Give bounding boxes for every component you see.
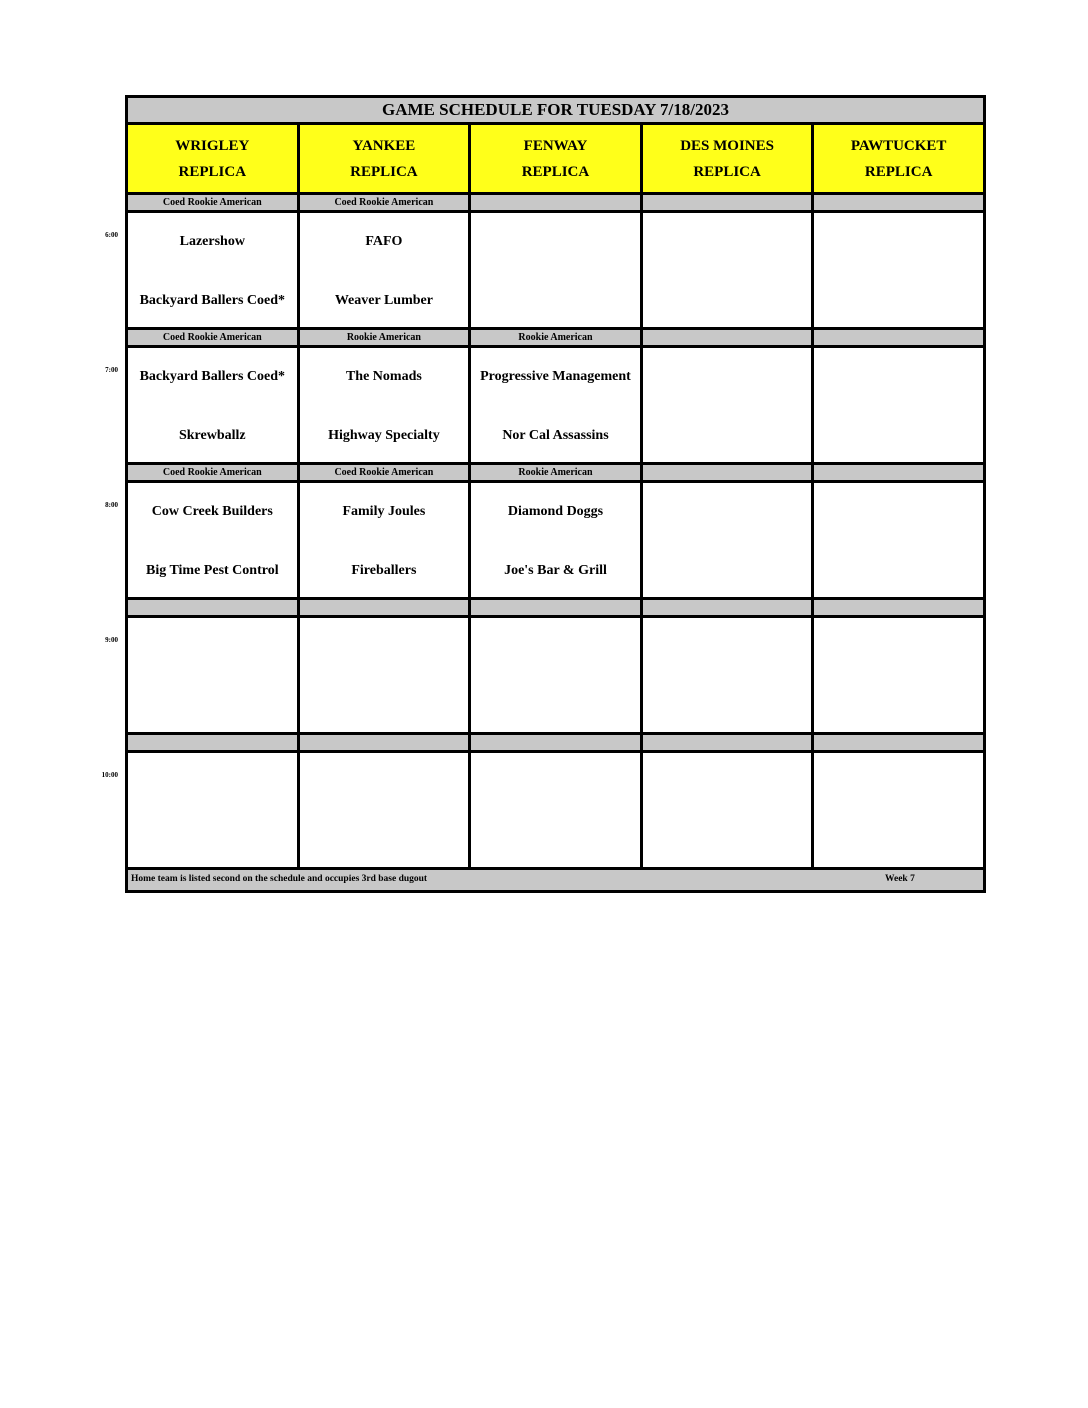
game-cell [300,348,472,462]
home-team: Fireballers [351,563,417,578]
division-label [643,735,815,750]
field-header-fenway [471,125,643,192]
division-label [471,195,643,210]
division-label [471,600,643,615]
game-cell [643,483,815,597]
field-header-row [128,125,983,195]
game-cell [300,753,472,867]
field-sub: REPLICA [178,164,247,180]
away-team: Diamond Doggs [507,504,604,519]
game-cell [814,348,983,462]
division-label [128,600,300,615]
game-cell [471,348,643,462]
game-cell [300,213,472,327]
game-cell [643,348,815,462]
time-slots [128,195,983,870]
game-row [128,618,983,735]
field-header-des-moines [643,125,815,192]
away-team: FAFO [365,234,403,249]
game-cell [128,348,300,462]
home-team: Skrewballz [178,428,246,443]
game-cell [471,483,643,597]
game-cell [128,618,300,732]
game-row [128,753,983,870]
game-row [128,213,983,330]
game-row [128,348,983,465]
home-team: Weaver Lumber [334,293,433,308]
home-team: Highway Specialty [328,428,440,443]
game-cell [128,213,300,327]
division-label [128,735,300,750]
field-sub: REPLICA [521,164,590,180]
game-cell [128,483,300,597]
game-cell [643,213,815,327]
division-label [814,735,983,750]
schedule-title: GAME SCHEDULE FOR TUESDAY 7/18/2023 [128,98,983,125]
game-cell [814,483,983,597]
field-name: PAWTUCKET [850,138,947,154]
division-label [643,600,815,615]
away-team: Backyard Ballers Coed* [139,369,286,384]
division-row [128,330,983,348]
division-label [643,465,815,480]
footer-note: Home team is listed second on the schedule and occupies 3rd base dugout [131,874,428,884]
field-sub: REPLICA [350,164,418,180]
game-cell [643,618,815,732]
division-label [643,330,815,345]
away-team: Family Joules [342,504,426,519]
field-header-yankee [300,125,472,192]
division-row [128,465,983,483]
game-cell [471,618,643,732]
away-team: Progressive Management [480,369,631,384]
home-team: Nor Cal Assassins [502,428,609,443]
schedule-table [125,95,986,893]
field-header-pawtucket [814,125,983,192]
division-label [300,600,472,615]
field-name: FENWAY [523,138,588,154]
footer-bar [128,870,983,890]
game-cell [814,753,983,867]
division-row [128,735,983,753]
time-label: 9:00 [105,636,118,644]
game-cell [643,753,815,867]
division-row [128,195,983,213]
game-cell [471,753,643,867]
division-row [128,600,983,618]
division-label [814,465,983,480]
time-label: 8:00 [105,501,118,509]
away-team: The Nomads [345,369,422,384]
field-name: WRIGLEY [175,138,250,154]
away-team: Cow Creek Builders [151,504,273,519]
division-label: Coed Rookie American [128,330,300,345]
division-label [814,600,983,615]
division-label: Coed Rookie American [128,465,300,480]
division-label [814,195,983,210]
division-label: Coed Rookie American [300,465,472,480]
field-name: YANKEE [352,138,416,154]
division-label: Rookie American [471,330,643,345]
time-label: 10:00 [101,771,118,779]
time-label: 7:00 [105,366,118,374]
home-team: Big Time Pest Control [145,563,279,578]
game-cell [814,213,983,327]
division-label: Rookie American [471,465,643,480]
division-label: Coed Rookie American [128,195,300,210]
field-name: DES MOINES [680,138,774,154]
division-label [471,735,643,750]
away-team: Lazershow [179,234,245,249]
field-header-wrigley [128,125,300,192]
game-cell [300,618,472,732]
field-sub: REPLICA [864,164,933,180]
home-team: Backyard Ballers Coed* [139,293,286,308]
division-label: Rookie American [300,330,472,345]
game-cell [300,483,472,597]
home-team: Joe's Bar & Grill [504,563,607,578]
field-sub: REPLICA [693,164,761,180]
game-cell [128,753,300,867]
game-cell [471,213,643,327]
division-label [814,330,983,345]
week-label: Week 7 [885,874,915,884]
division-label: Coed Rookie American [300,195,472,210]
division-label [643,195,815,210]
division-label [300,735,472,750]
game-row [128,483,983,600]
game-cell [814,618,983,732]
time-label: 6:00 [105,231,118,239]
